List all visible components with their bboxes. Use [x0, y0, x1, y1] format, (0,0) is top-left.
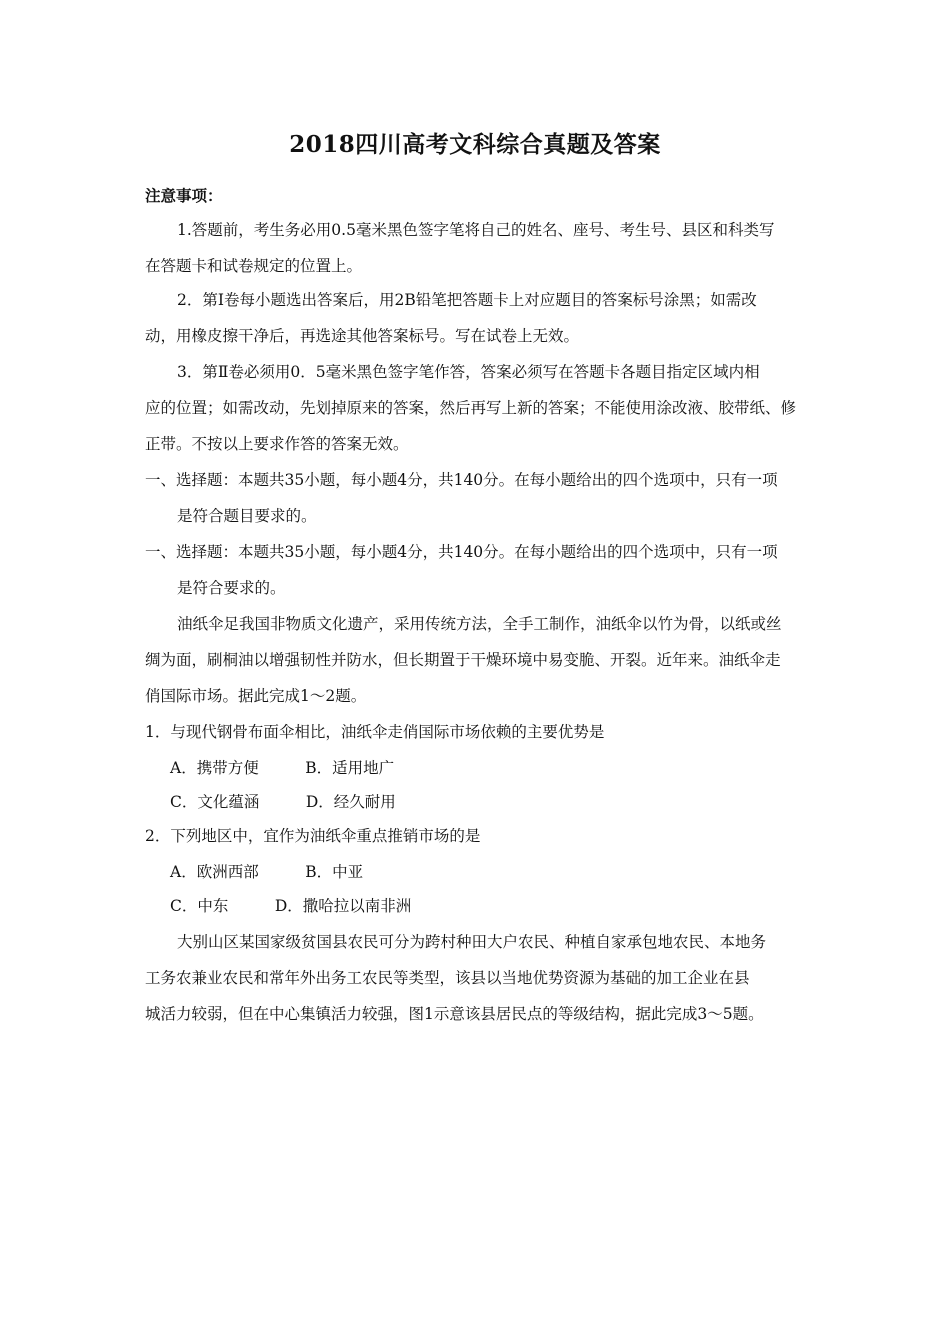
section-heading-cont: 是符合要求的。 — [177, 579, 286, 597]
notice-line: 正带。不按以上要求作答的答案无效。 — [145, 435, 409, 453]
passage-line: 工务农兼业农民和常年外出务工农民等类型，该县以当地优势资源为基础的加工企业在县 — [145, 969, 750, 987]
notice-line: 动，用橡皮擦干净后，再选途其他答案标号。写在试卷上无效。 — [145, 327, 580, 345]
passage-line: 油纸伞足我国非物质文化遗产，采用传统方法，全手工制作，油纸伞以竹为骨，以纸或丝 — [177, 615, 782, 633]
notice-line: 1.答题前，考生务必用0.5毫米黑色签字笔将自己的姓名、座号、考生号、县区和科类写 — [177, 221, 775, 239]
notice-heading: 注意事项： — [145, 186, 223, 205]
question-stem: 1．与现代钢骨布面伞相比，油纸伞走俏国际市场依赖的主要优势是 — [145, 723, 605, 741]
notice-line: 应的位置；如需改动，先划掉原来的答案，然后再写上新的答案；不能使用涂改液、胶带纸、修 — [145, 399, 797, 417]
page-title: 2018四川高考文科综合真题及答案 — [289, 131, 661, 158]
passage-line: 俏国际市场。据此完成1～2题。 — [145, 687, 367, 705]
notice-line: 3．第Ⅱ卷必须用0．5毫米黑色签字笔作答，答案必须写在答题卡各题目指定区域内相 — [177, 363, 760, 381]
question-options: A．携带方便 B．适用地广 — [170, 759, 395, 777]
passage-line: 绸为面，刷桐油以增强韧性并防水，但长期置于干燥环境中易变脆、开裂。近年来。油纸伞走 — [145, 651, 781, 669]
section-heading: 一、选择题：本题共35小题，每小题4分，共140分。在每小题给出的四个选项中，只有一项 — [145, 543, 778, 561]
notice-line: 在答题卡和试卷规定的位置上。 — [145, 257, 363, 275]
question-options: A．欧洲西部 B．中亚 — [170, 863, 364, 881]
section-heading-cont: 是符合题目要求的。 — [177, 507, 317, 525]
passage-line: 大别山区某国家级贫国县农民可分为跨村种田大户农民、种植自家承包地农民、本地务 — [177, 933, 767, 951]
notice-line: 2．第Ⅰ卷每小题选出答案后，用2B铅笔把答题卡上对应题目的答案标号涂黑；如需改 — [177, 291, 757, 309]
question-options: C．文化蕴涵 D．经久耐用 — [170, 793, 396, 811]
passage-line: 城活力较弱，但在中心集镇活力较强，图1示意该县居民点的等级结构，据此完成3～5题。 — [145, 1005, 764, 1023]
section-heading: 一、选择题：本题共35小题，每小题4分，共140分。在每小题给出的四个选项中，只有一项 — [145, 471, 778, 489]
question-options: C．中东 D．撒哈拉以南非洲 — [170, 897, 412, 915]
question-stem: 2．下列地区中，宜作为油纸伞重点推销市场的是 — [145, 827, 481, 845]
